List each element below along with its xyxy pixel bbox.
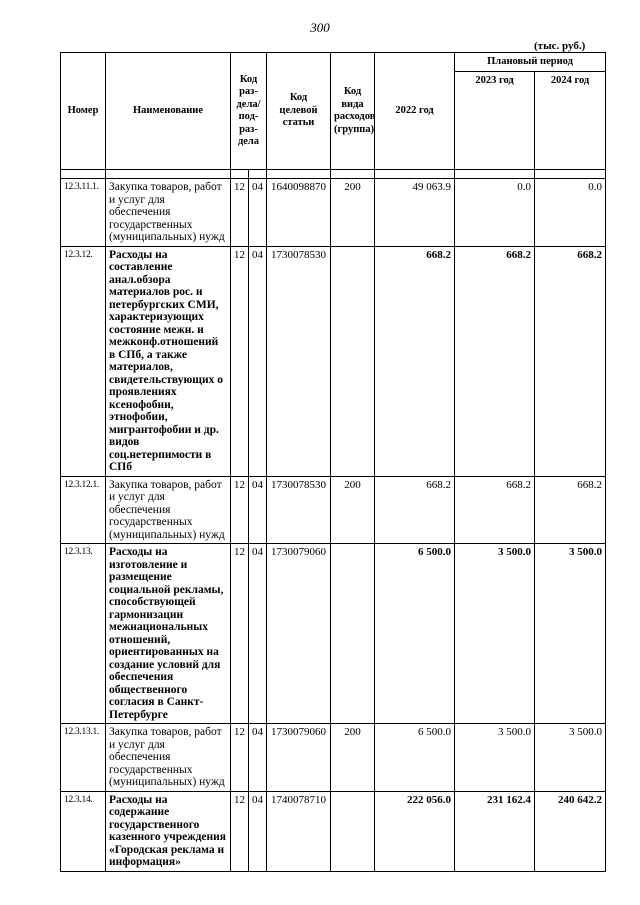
row-expense-code: 200 (331, 476, 375, 544)
row-name: Закупка товаров, работ и услуг для обеспечения государственных (муниципальных) нужд (106, 476, 231, 544)
row-2024: 3 500.0 (535, 544, 606, 724)
row-subsection: 04 (249, 544, 267, 724)
row-subsection: 04 (249, 476, 267, 544)
row-2022: 668.2 (375, 246, 455, 476)
table-row (61, 246, 606, 476)
row-target-code: 1730079060 (267, 544, 331, 724)
row-subsection: 04 (249, 246, 267, 476)
table-row (61, 476, 606, 544)
row-subsection: 04 (249, 791, 267, 871)
budget-table (60, 52, 606, 872)
row-target-code: 1640098870 (267, 179, 331, 247)
row-2023: 668.2 (455, 476, 535, 544)
row-2022: 49 063.9 (375, 179, 455, 247)
row-2023: 3 500.0 (455, 724, 535, 792)
table-row (61, 791, 606, 871)
row-section: 12 (231, 724, 249, 792)
row-target-code: 1730078530 (267, 246, 331, 476)
header-target-code: Код целевой статьи (267, 53, 331, 170)
units-label: (тыс. руб.) (534, 40, 586, 52)
row-2022: 222 056.0 (375, 791, 455, 871)
row-2024: 240 642.2 (535, 791, 606, 871)
row-number: 12.3.13.1. (61, 724, 106, 792)
row-subsection: 04 (249, 179, 267, 247)
row-expense-code: 200 (331, 724, 375, 792)
header-number: Номер (61, 53, 106, 170)
row-name: Расходы на изготовление и размещение социальной рекламы, способствующей гармонизации межнациональных отношений, ориентированных на создание условий для обеспечения общественного согласия в Санкт-Петербурге (106, 544, 231, 724)
row-2024: 3 500.0 (535, 724, 606, 792)
page-number: 300 (310, 20, 330, 35)
table-row (61, 544, 606, 724)
row-2024: 668.2 (535, 476, 606, 544)
table-row (61, 179, 606, 247)
row-expense-code: 200 (331, 179, 375, 247)
row-2023: 231 162.4 (455, 791, 535, 871)
header-planned-period: Плановый период (455, 53, 606, 72)
row-2022: 668.2 (375, 476, 455, 544)
row-2023: 0.0 (455, 179, 535, 247)
row-expense-code (331, 246, 375, 476)
row-section: 12 (231, 476, 249, 544)
row-number: 12.3.14. (61, 791, 106, 871)
header-row-1 (61, 53, 606, 72)
row-2022: 6 500.0 (375, 724, 455, 792)
gap-row (61, 170, 606, 179)
row-2024: 0.0 (535, 179, 606, 247)
row-section: 12 (231, 246, 249, 476)
row-section: 12 (231, 544, 249, 724)
row-number: 12.3.11.1. (61, 179, 106, 247)
row-number: 12.3.12. (61, 246, 106, 476)
header-name: Наименование (106, 53, 231, 170)
row-subsection: 04 (249, 724, 267, 792)
row-target-code: 1730079060 (267, 724, 331, 792)
row-name: Расходы на составление анал.обзора материалов рос. и петербургских СМИ, характеризующих состояние межн. и межконф.отношений в СПб, а также материалов, свидетельствующих о проявлениях ксенофобии, этнофобии, мигрантофобии и др. видов соц.нетерпимости в СПб (106, 246, 231, 476)
row-number: 12.3.13. (61, 544, 106, 724)
header-year-2024: 2024 год (535, 72, 606, 170)
header-expense-code: Код вида расходов (группа) (331, 53, 375, 170)
row-2024: 668.2 (535, 246, 606, 476)
table-row (61, 724, 606, 792)
row-2022: 6 500.0 (375, 544, 455, 724)
header-year-2023: 2023 год (455, 72, 535, 170)
row-name: Расходы на содержание государственного казенного учреждения «Городская реклама и информация» (106, 791, 231, 871)
header-year-2022: 2022 год (375, 53, 455, 170)
row-2023: 3 500.0 (455, 544, 535, 724)
row-name: Закупка товаров, работ и услуг для обеспечения государственных (муниципальных) нужд (106, 179, 231, 247)
row-number: 12.3.12.1. (61, 476, 106, 544)
row-expense-code (331, 791, 375, 871)
header-section-code: Код раз- дела/ под- раз- дела (231, 53, 267, 170)
row-expense-code (331, 544, 375, 724)
row-section: 12 (231, 179, 249, 247)
row-name: Закупка товаров, работ и услуг для обеспечения государственных (муниципальных) нужд (106, 724, 231, 792)
row-2023: 668.2 (455, 246, 535, 476)
row-section: 12 (231, 791, 249, 871)
row-target-code: 1730078530 (267, 476, 331, 544)
row-target-code: 1740078710 (267, 791, 331, 871)
